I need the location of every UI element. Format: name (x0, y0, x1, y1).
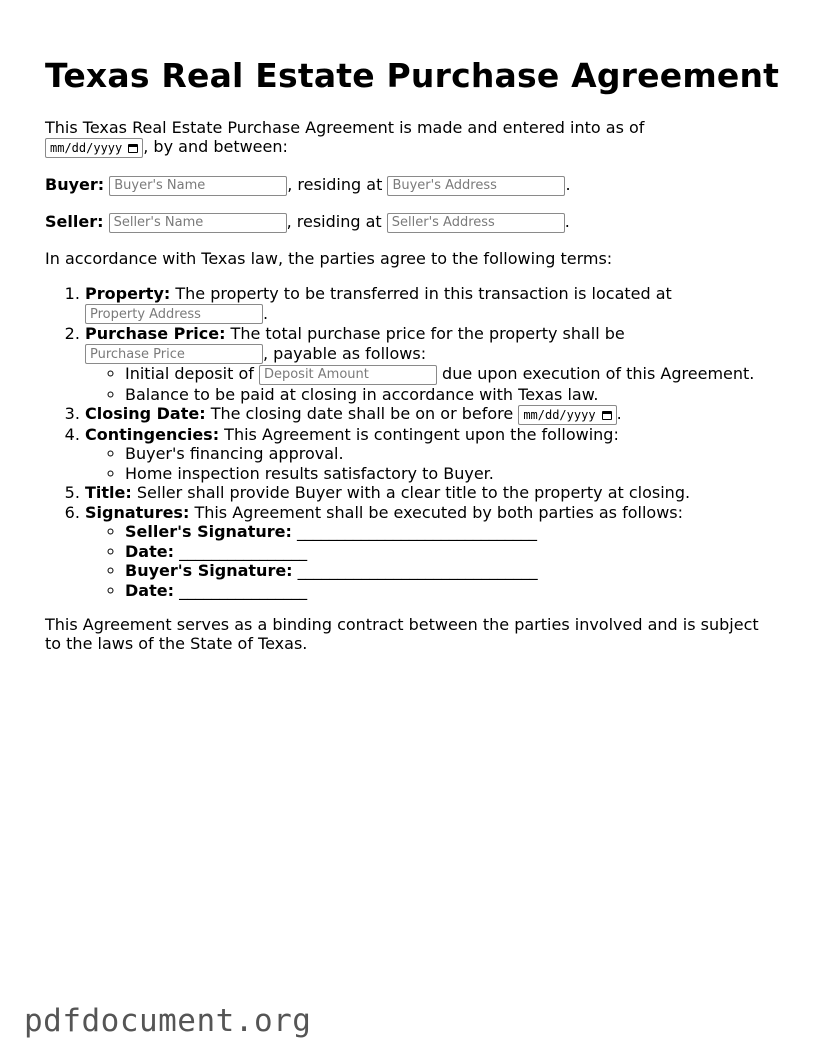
term-property-end: . (263, 303, 269, 323)
seller-date-line: ________________ (173, 541, 308, 561)
seller-line (45, 212, 570, 233)
term-closing-label: Closing Date: (85, 404, 206, 423)
property-address-input[interactable] (85, 304, 263, 324)
deposit-after: due upon execution of this Agreement. (436, 364, 755, 383)
contingencies-sublist (85, 444, 820, 483)
buyer-label: Buyer: (45, 175, 105, 194)
seller-address-input[interactable] (387, 213, 565, 233)
calendar-icon[interactable] (602, 411, 612, 420)
seller-date-item (125, 542, 820, 562)
contingency-item: ◦ Home inspection results satisfactory to Buyer. (125, 464, 820, 484)
term-price-after: , payable as follows: (263, 343, 427, 363)
buyer-end: . (565, 175, 571, 194)
closing-text-line: This Agreement serves as a binding contract between the parties involved and is subject (45, 615, 759, 634)
buyer-date-line: ________________ (173, 580, 308, 600)
buyer-date-label: Date: (125, 580, 174, 600)
term-price (85, 324, 820, 404)
deposit-amount-input[interactable] (259, 365, 437, 385)
footer-watermark: pdfdocument.org (24, 1003, 312, 1039)
intro-paragraph (45, 118, 644, 158)
term-price-text: The total purchase price for the property shall be (225, 324, 625, 343)
term-property (85, 284, 820, 324)
page-title: Texas Real Estate Purchase Agreement (45, 56, 780, 95)
term-title-label: Title: (85, 483, 132, 502)
closing-date-placeholder: mm/dd/yyyy (523, 407, 596, 422)
purchase-price-input[interactable] (85, 344, 263, 364)
term-property-text: The property to be transferred in this transaction is located at (170, 284, 672, 303)
term-contingencies-label: Contingencies: (85, 424, 220, 444)
term-title-text: Seller shall provide Buyer with a clear title to the property at closing. (131, 483, 691, 502)
buyer-address-input[interactable] (387, 176, 565, 196)
term-property-label: Property: (85, 284, 171, 303)
buyer-signature-line: ______________________________ (292, 561, 538, 580)
seller-end: . (564, 212, 570, 231)
signatures-sublist (85, 522, 820, 600)
intro-text: This Texas Real Estate Purchase Agreement is made and entered into as of (45, 118, 645, 137)
buyer-name-input[interactable] (109, 176, 287, 196)
calendar-icon[interactable] (128, 144, 138, 153)
contingency-item: ◦ Buyer's financing approval. (125, 444, 820, 464)
terms-list (45, 284, 820, 600)
term-closing (85, 404, 820, 425)
closing-date-input[interactable] (518, 405, 616, 425)
buyer-signature-label: Buyer's Signature: (125, 561, 293, 580)
term-price-label: Purchase Price: (85, 324, 226, 343)
closing-paragraph (45, 615, 759, 653)
seller-name-input[interactable] (109, 213, 287, 233)
buyer-residing-text: , residing at (287, 175, 383, 194)
term-signatures (85, 503, 820, 601)
term-contingencies-text: This Agreement is contingent upon the following: (219, 424, 619, 444)
term-signatures-label: Signatures: (85, 502, 190, 522)
buyer-line (45, 175, 571, 196)
seller-signature-line: ______________________________ (291, 522, 537, 541)
seller-residing-text: , residing at (286, 212, 382, 231)
term-signatures-text: This Agreement shall be executed by both parties as follows: (189, 502, 684, 522)
closing-text-line: to the laws of the State of Texas. (45, 634, 308, 653)
date-placeholder: mm/dd/yyyy (50, 140, 123, 155)
buyer-signature-item (125, 561, 820, 581)
intro-after-date: , by and between: (143, 137, 288, 156)
balance-item: ◦ Balance to be paid at closing in accordance with Texas law. (125, 385, 820, 405)
buyer-date-item (125, 581, 820, 601)
seller-signature-item (125, 522, 820, 542)
term-closing-end: . (616, 404, 622, 423)
seller-signature-label: Seller's Signature: (125, 522, 292, 541)
accordance-paragraph: In accordance with Texas law, the parties agree to the following terms: (45, 249, 613, 268)
term-contingencies (85, 425, 820, 484)
term-title (85, 483, 820, 503)
deposit-before: Initial deposit of (125, 364, 259, 383)
deposit-item (125, 364, 820, 385)
price-sublist (85, 364, 820, 404)
term-closing-text: The closing date shall be on or before (205, 404, 519, 423)
seller-date-label: Date: (125, 541, 174, 561)
agreement-date-input[interactable] (45, 138, 143, 158)
seller-label: Seller: (45, 212, 104, 231)
